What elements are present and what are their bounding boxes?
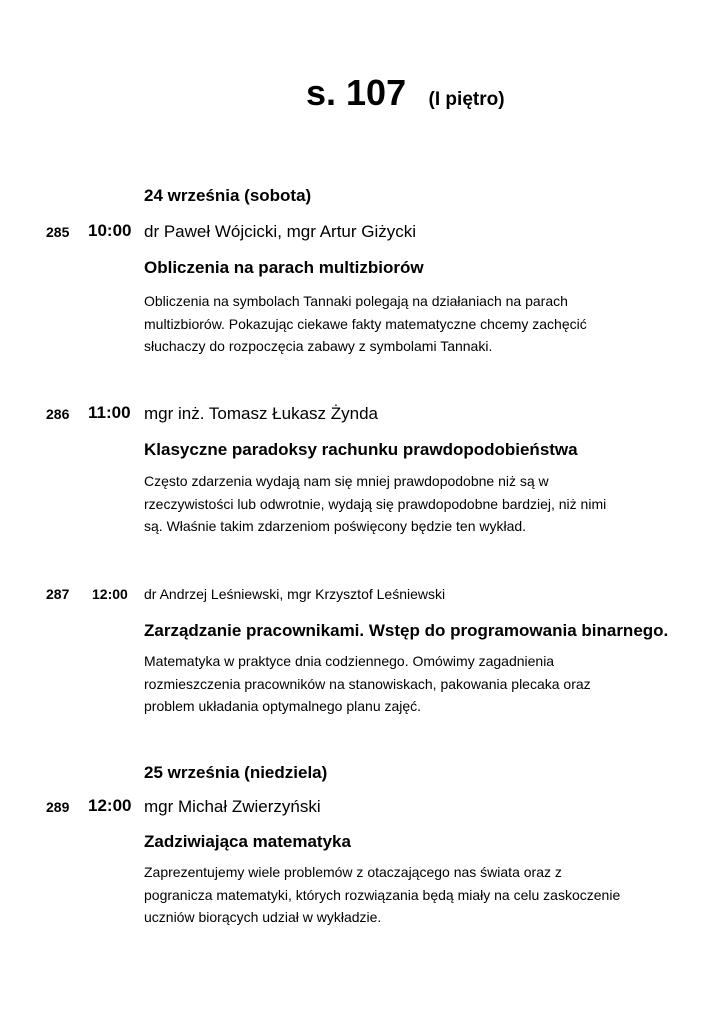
talk-speakers: dr Andrzej Leśniewski, mgr Krzysztof Leśniewski: [144, 586, 446, 602]
talk-title: Zarządzanie pracownikami. Wstęp do programowania binarnego.: [144, 621, 669, 640]
talk-number: 287: [46, 586, 70, 602]
talk-title: Klasyczne paradoksy rachunku prawdopodobieństwa: [144, 440, 578, 459]
talk-number: 286: [46, 406, 70, 422]
talk-speakers: dr Paweł Wójcicki, mgr Artur Giżycki: [144, 222, 417, 241]
description-line: problem układania optymalnego planu zajęć.: [144, 698, 422, 714]
description-line: Matematyka w praktyce dnia codziennego. Omówimy zagadnienia: [144, 653, 555, 669]
talk-number: 289: [46, 799, 70, 815]
talk-number: 285: [46, 224, 70, 240]
description-line: są. Właśnie takim zdarzeniom poświęcony będzie ten wykład.: [144, 518, 527, 534]
talk-title: Obliczenia na parach multizbiorów: [144, 258, 424, 277]
talk-description: [144, 470, 684, 538]
description-line: Zaprezentujemy wiele problemów z otaczającego nas świata oraz z: [144, 864, 562, 880]
talk-description: [144, 861, 684, 929]
talk-time: 12:00: [92, 586, 128, 602]
description-line: rzeczywistości lub odwrotnie, wydają się prawdopodobne bardziej, niż nimi: [144, 495, 607, 512]
talk-time: 12:00: [88, 796, 132, 815]
talk-title: Zadziwiająca matematyka: [144, 832, 351, 851]
day-heading: 24 września (sobota): [144, 186, 312, 205]
description-line: multizbiorów. Pokazując ciekawe fakty matematyczne chcemy zachęcić: [144, 315, 587, 332]
talk-speakers: mgr Michał Zwierzyński: [144, 797, 321, 816]
description-line: Często zdarzenia wydają nam się mniej prawdopodobne niż są w: [144, 473, 549, 489]
day-heading: 25 września (niedziela): [144, 763, 328, 782]
description-line: uczniów biorących udział w wykładzie.: [144, 909, 382, 925]
description-line: rozmieszczenia pracowników na stanowiskach, pakowania plecaka oraz: [144, 675, 591, 692]
description-line: słuchaczy do rozpoczęcia zabawy z symbolami Tannaki.: [144, 338, 493, 354]
talk-description: [144, 650, 684, 718]
talk-time: 11:00: [88, 403, 131, 422]
room-floor: (I piętro): [428, 89, 505, 110]
room-header: [306, 72, 505, 114]
talk-time: 10:00: [88, 221, 132, 240]
talk-description: [144, 290, 684, 358]
talk-speakers: mgr inż. Tomasz Łukasz Żynda: [144, 404, 378, 423]
room-number: s. 107: [306, 72, 407, 113]
description-line: Obliczenia na symbolach Tannaki polegają na działaniach na parach: [144, 293, 568, 309]
description-line: pogranicza matematyki, których rozwiązania będą miały na celu zaskoczenie: [144, 886, 621, 903]
